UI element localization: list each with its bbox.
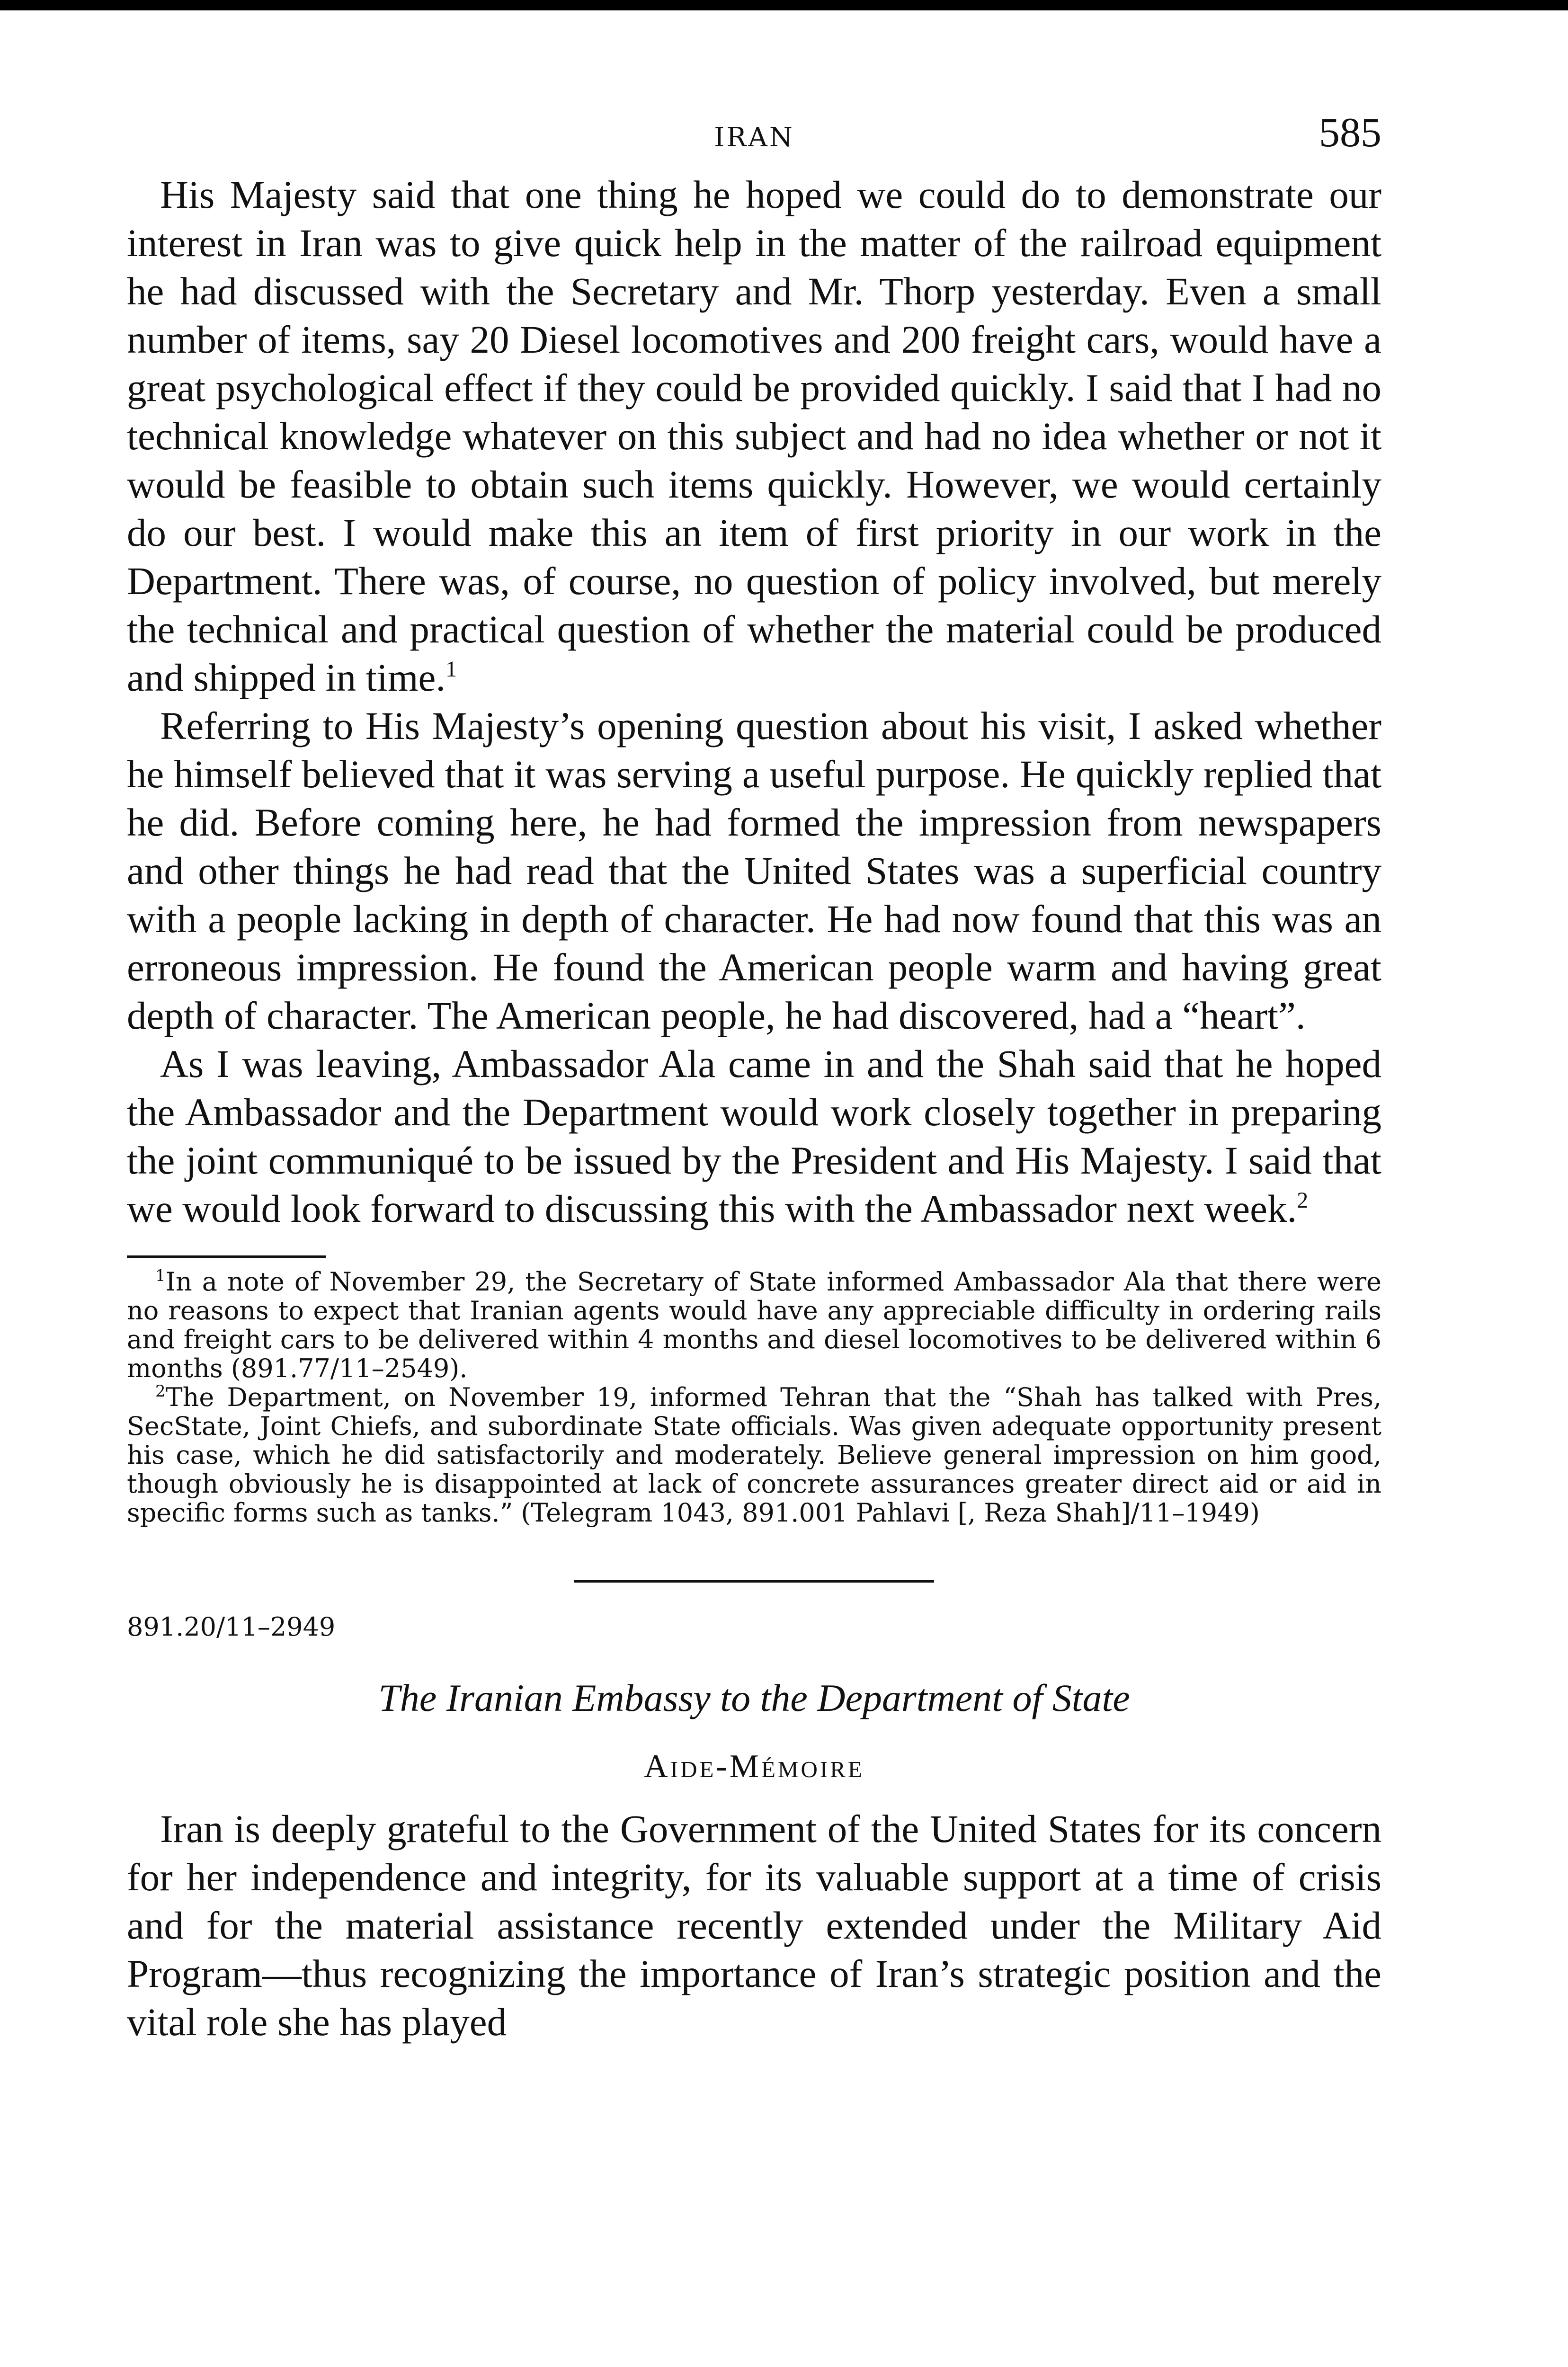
- paragraph-text: His Majesty said that one thing he hoped we could do to demonstrate our interest in Iran was to give quick help in the matter of the railroad equipment he had discussed with the Secretary and Mr. Thorp yesterday. Even a small number of items, say 20 Diesel locomotives and 200 freight cars, would have a great psychological effect if they could be provided quickly. I said that I had no technical knowledge whatever on this subject and had no idea whether or not it would be feasible to obtain such items quickly. However, we would certainly do our best. I would make this an item of first priority in our work in the Department. There was, of course, no question of policy involved, but merely the technical and practical question of whether the material could be produced and shipped in time.: [127, 173, 1381, 699]
- running-title: IRAN: [714, 122, 794, 153]
- footnote-reference[interactable]: 1: [445, 657, 457, 682]
- body-paragraph: [127, 1040, 1381, 1233]
- footnote: [127, 1267, 1381, 1383]
- footnote-text: The Department, on November 19, informed Tehran that the “Shah has talked with Pres, SecState, Joint Chiefs, and subordinate State officials. Was given adequate opportunity present his case, which he did satisfactorily and moderately. Believe general impression on him good, though obviously he is disappointed at lack of concrete assurances greater direct aid or aid in specific forms such as tanks.” (Telegram 1043, 891.001 Pahlavi [, Reza Shah]/11–1949): [127, 1382, 1381, 1528]
- footnote-text: In a note of November 29, the Secretary of State informed Ambassador Ala that there were no reasons to expect that Iranian agents would have any appreciable difficulty in ordering rails and freight cars to be delivered within 4 months and diesel locomotives to be delivered within 6 months (891.77/11–2549).: [127, 1267, 1381, 1383]
- footnote-marker: 2: [155, 1382, 166, 1401]
- document-title: The Iranian Embassy to the Department of State: [378, 1676, 1130, 1719]
- footnote-divider: [127, 1255, 326, 1258]
- paragraph-text: As I was leaving, Ambassador Ala came in and the Shah said that he hoped the Ambassador and the Department would work closely together in preparing the joint communiqué to be issued by the President and His Majesty. I said that we would look forward to discussing this with the Ambassador next week.: [127, 1042, 1381, 1230]
- aide-memoire-paragraph: Iran is deeply grateful to the Government of the United States for its concern for her independence and integrity, for its valuable support at a time of crisis and for the material assistance recently extended under the Military Aid Program—thus recognizing the importance of Iran’s strategic position and the vital role she has played: [127, 1807, 1381, 2044]
- footnote-marker: 1: [155, 1266, 166, 1285]
- document-page: [127, 109, 1381, 2046]
- page-top-edge: [0, 0, 1568, 10]
- page-number: 585: [1319, 110, 1381, 156]
- footnote-reference[interactable]: 2: [1297, 1188, 1309, 1213]
- footnote: [127, 1383, 1381, 1527]
- section-divider: [574, 1580, 934, 1583]
- document-subtitle: Aide-Mémoire: [644, 1748, 864, 1785]
- body-paragraph: [127, 702, 1381, 1040]
- running-head: [127, 109, 1381, 170]
- file-number: 891.20/11–2949: [127, 1612, 336, 1642]
- paragraph-text: Referring to His Majesty’s opening question about his visit, I asked whether he himself believed that it was serving a useful purpose. He quickly replied that he did. Before coming here, he had formed the impression from newspapers and other things he had read that the United States was a superficial country with a people lacking in depth of character. He had now found that this was an erroneous impression. He found the American people warm and having great depth of character. The American people, he had discovered, had a “heart”.: [127, 704, 1381, 1037]
- body-paragraph: [127, 170, 1381, 702]
